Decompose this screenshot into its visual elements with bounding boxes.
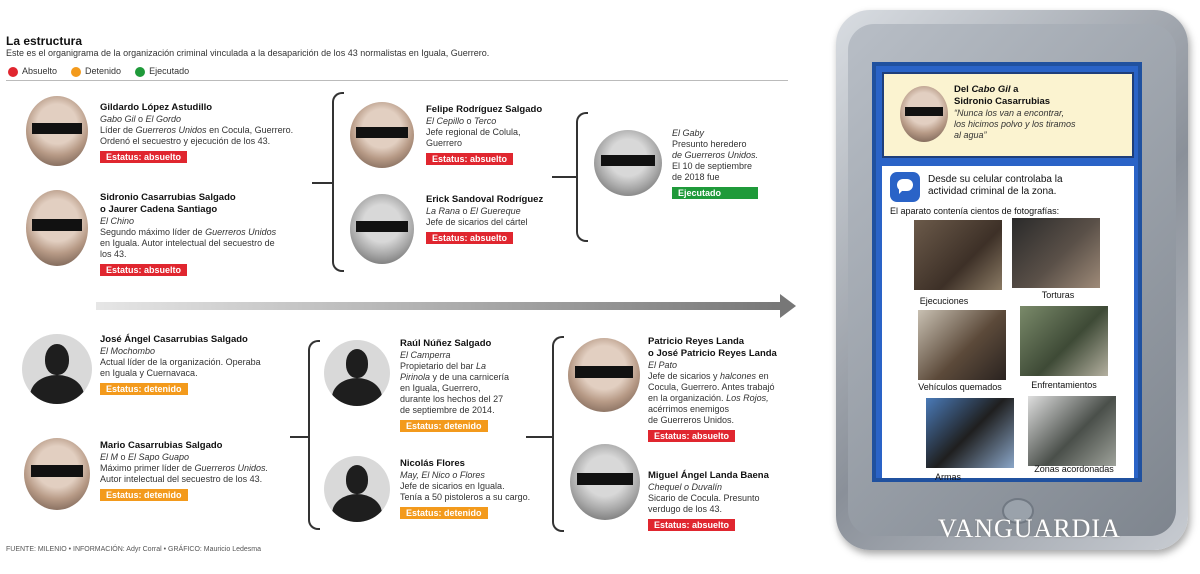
phone-headline: Desde su celular controlaba la actividad criminal de la zona. [928, 174, 1063, 197]
card-jose-angel: José Ángel Casarrubias Salgado El Mochombo Actual líder de la organización. Operaba en Iguala y Cuernavaca. Estatus: detenido [100, 334, 261, 394]
connector [526, 436, 552, 438]
photo-gildardo [26, 96, 88, 166]
status-badge: Estatus: absuelto [100, 264, 187, 276]
photo-cabo-gil [900, 86, 948, 142]
footer-credits: FUENTE: MILENIO • INFORMACIÓN: Adyr Corral • GRÁFICO: Mauricio Ledesma [6, 546, 262, 553]
status-badge: Ejecutado [672, 187, 758, 199]
card-gildardo: Gildardo López Astudillo Gabo Gil o El Gordo Líder de Guerreros Unidos en Cocula, Guerrero. Ordenó el secuestro y ejecución de los 43. Estatus: absuelto [100, 102, 294, 162]
silhouette-icon [324, 456, 390, 522]
card-gaby: El Gaby Presunto heredero de Guerreros Unidos. El 10 de septiembre de 2018 fue Ejecutado [672, 128, 759, 198]
status-badge: Estatus: absuelto [648, 430, 735, 442]
page-subtitle: Este es el organigrama de la organización criminal vinculada a la desaparición de los 43 normalistas en Iguala, Guerrero. [6, 48, 490, 58]
photo-torturas [1012, 218, 1100, 288]
page-title: La estructura [6, 34, 83, 48]
photo-enfrentamientos [1020, 306, 1108, 376]
quote-box [882, 72, 1134, 158]
status-badge: Estatus: absuelto [426, 153, 513, 165]
photo-armas [926, 398, 1014, 468]
card-raul: Raúl Núñez Salgado El Camperra Propietario del bar La Pirinola y de una carnicería en Iguala, Guerrero, durante los hechos del 27 de septiembre de 2014. Estatus: detenido [400, 338, 510, 431]
silhouette-icon [22, 334, 92, 404]
photo-miguel [570, 444, 640, 520]
photo-zonas [1028, 396, 1116, 466]
chat-bubble-icon [890, 172, 920, 202]
photo-patricio [568, 338, 640, 412]
photo-label: Torturas [1041, 290, 1075, 300]
photo-label: Enfrentamientos [1031, 380, 1097, 390]
card-nicolas: Nicolás Flores May, El Nico o Flores Jefe de sicarios en Iguala. Tenía a 50 pistoleros a su cargo. Estatus: detenido [400, 458, 531, 518]
photo-label: Ejecuciones [919, 296, 969, 306]
photos-intro: El aparato contenía cientos de fotografías: [890, 206, 1060, 216]
photo-mario [24, 438, 90, 510]
card-patricio: Patricio Reyes Landa o José Patricio Reyes Landa El Pato Jefe de sicarios y halcones en Cocula, Guerrero. Antes trabajó en la organización. Los Rojos, acérrimos enemigos de Guerreros Unidos. Estatus: absuelto [648, 336, 777, 441]
connector [290, 436, 308, 438]
status-badge: Estatus: detenido [100, 489, 188, 501]
photo-felipe [350, 102, 414, 168]
timeline-arrow [96, 302, 782, 310]
photo-label: Armas [934, 472, 961, 482]
photo-erick [350, 194, 414, 264]
status-badge: Estatus: absuelto [648, 519, 735, 531]
card-felipe: Felipe Rodríguez Salgado El Cepillo o Terco Jefe regional de Colula, Guerrero Estatus: absuelto [426, 104, 543, 164]
status-badge: Estatus: detenido [400, 507, 488, 519]
red-dot-icon [8, 67, 18, 77]
legend-absuelto: Absuelto [8, 66, 57, 77]
photo-vehiculos [918, 310, 1006, 380]
bracket [308, 340, 320, 530]
quote-text: Del Cabo Gil a Sidronio Casarrubias “Nunca los van a encontrar, los hicimos polvo y los tiramos al agua” [954, 84, 1076, 140]
connector [552, 176, 576, 178]
legend [8, 66, 189, 77]
silhouette-icon [324, 340, 390, 406]
watermark: VANGUARDIA [938, 514, 1121, 543]
card-mario: Mario Casarrubias Salgado El M o El Sapo Guapo Máximo primer líder de Guerreros Unidos. Autor intelectual del secuestro de los 43. Estatus: detenido [100, 440, 269, 500]
legend-detenido: Detenido [71, 66, 121, 77]
green-dot-icon [135, 67, 145, 77]
card-miguel: Miguel Ángel Landa Baena Chequel o Duvalín Sicario de Cocula. Presunto verdugo de los 43. Estatus: absuelto [648, 470, 769, 530]
legend-ejecutado: Ejecutado [135, 66, 189, 77]
divider [6, 80, 788, 81]
orange-dot-icon [71, 67, 81, 77]
bracket [332, 92, 344, 272]
card-erick: Erick Sandoval Rodríguez La Rana o El Guereque Jefe de sicarios del cártel Estatus: absuelto [426, 194, 544, 243]
status-badge: Estatus: detenido [100, 383, 188, 395]
arrow-head-icon [780, 294, 796, 318]
photo-sidronio [26, 190, 88, 266]
status-badge: Estatus: absuelto [100, 151, 187, 163]
photo-gaby [594, 130, 662, 196]
card-sidronio: Sidronio Casarrubias Salgado o Jaurer Cadena Santiago El Chino Segundo máximo líder de Guerreros Unidos en Iguala. Autor intelectual del secuestro de los 43. Estatus: absuelto [100, 192, 277, 275]
bracket [552, 336, 564, 532]
status-badge: Estatus: absuelto [426, 232, 513, 244]
bracket [576, 112, 588, 242]
photo-label: Vehículos quemados [918, 382, 1002, 392]
status-badge: Estatus: detenido [400, 420, 488, 432]
photo-ejecuciones [914, 220, 1002, 290]
connector [312, 182, 332, 184]
photo-label: Zonas acordonadas [1034, 464, 1114, 474]
